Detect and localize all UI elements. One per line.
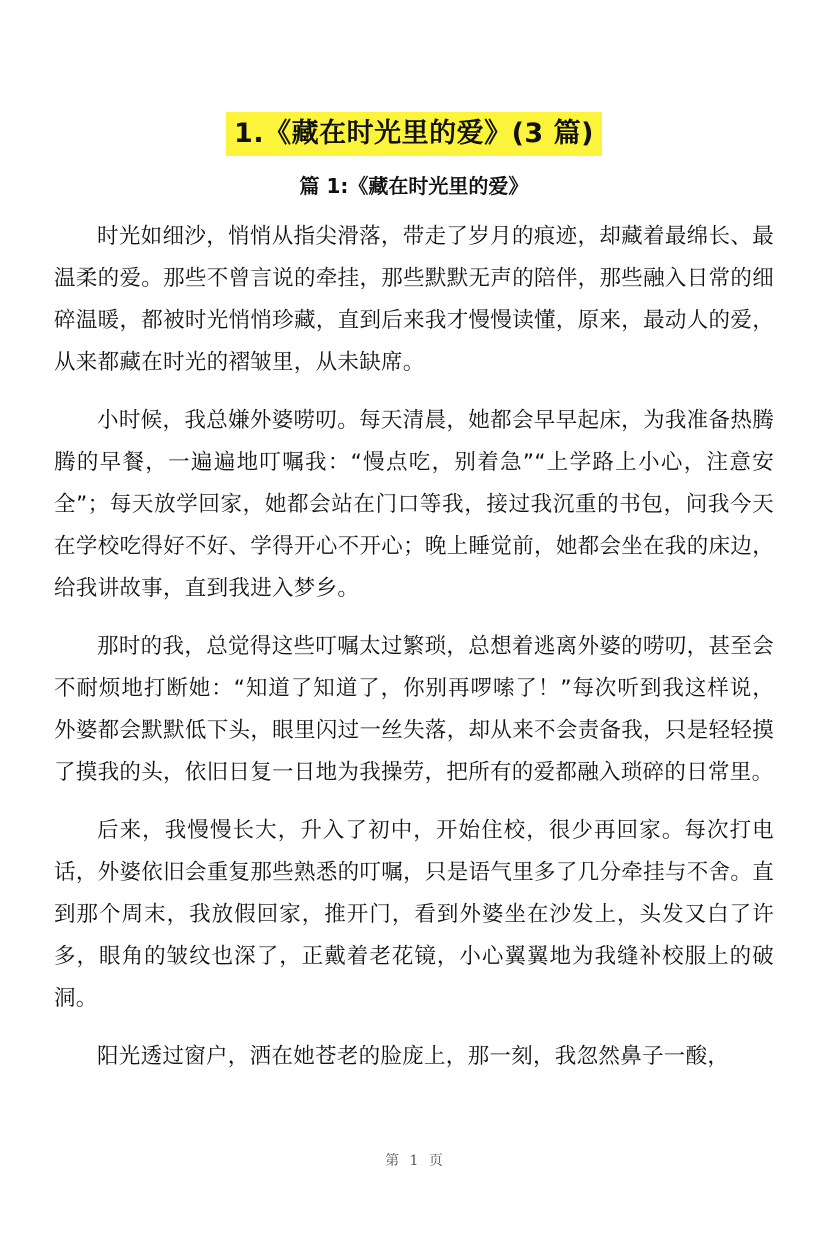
paragraph-1: 时光如细沙，悄悄从指尖滑落，带走了岁月的痕迹，却藏着最绵长、最温柔的爱。那些不曾言说的牵挂，那些默默无声的陪伴，那些融入日常的细碎温暖，都被时光悄悄珍藏，直到后来我才慢慢读懂，原来，最动人的爱，从来都藏在时光的褶皱里，从未缺席。	[54, 224, 774, 375]
main-title-container	[0, 112, 828, 156]
sub-title: 篇 1:《藏在时光里的爱》	[299, 174, 529, 198]
main-title: 1.《藏在时光里的爱》(3 篇)	[226, 112, 602, 156]
paragraph-4: 后来，我慢慢长大，升入了初中，开始住校，很少再回家。每次打电话，外婆依旧会重复那些熟悉的叮嘱，只是语气里多了几分牵挂与不舍。直到那个周末，我放假回家，推开门，看到外婆坐在沙发上，头发又白了许多，眼角的皱纹也深了，正戴着老花镜，小心翼翼地为我缝补校服上的破洞。	[54, 818, 774, 1011]
body-text	[54, 216, 774, 1094]
paragraph-3: 那时的我，总觉得这些叮嘱太过繁琐，总想着逃离外婆的唠叨，甚至会不耐烦地打断她：“知道了知道了，你别再啰嗦了！”每次听到我这样说，外婆都会默默低下头，眼里闪过一丝失落，却从来不会责备我，只是轻轻摸了摸我的头，依旧日复一日地为我操劳，把所有的爱都融入琐碎的日常里。	[54, 634, 774, 785]
paragraph-2: 小时候，我总嫌外婆唠叨。每天清晨，她都会早早起床，为我准备热腾腾的早餐，一遍遍地叮嘱我：“慢点吃，别着急”“上学路上小心，注意安全”；每天放学回家，她都会站在门口等我，接过我沉重的书包，问我今天在学校吃得好不好、学得开心不开心；晚上睡觉前，她都会坐在我的床边，给我讲故事，直到我进入梦乡。	[54, 408, 774, 601]
paragraph-5: 阳光透过窗户，洒在她苍老的脸庞上，那一刻，我忽然鼻子一酸，	[97, 1044, 730, 1069]
page-number: 第 1 页	[385, 1153, 443, 1169]
